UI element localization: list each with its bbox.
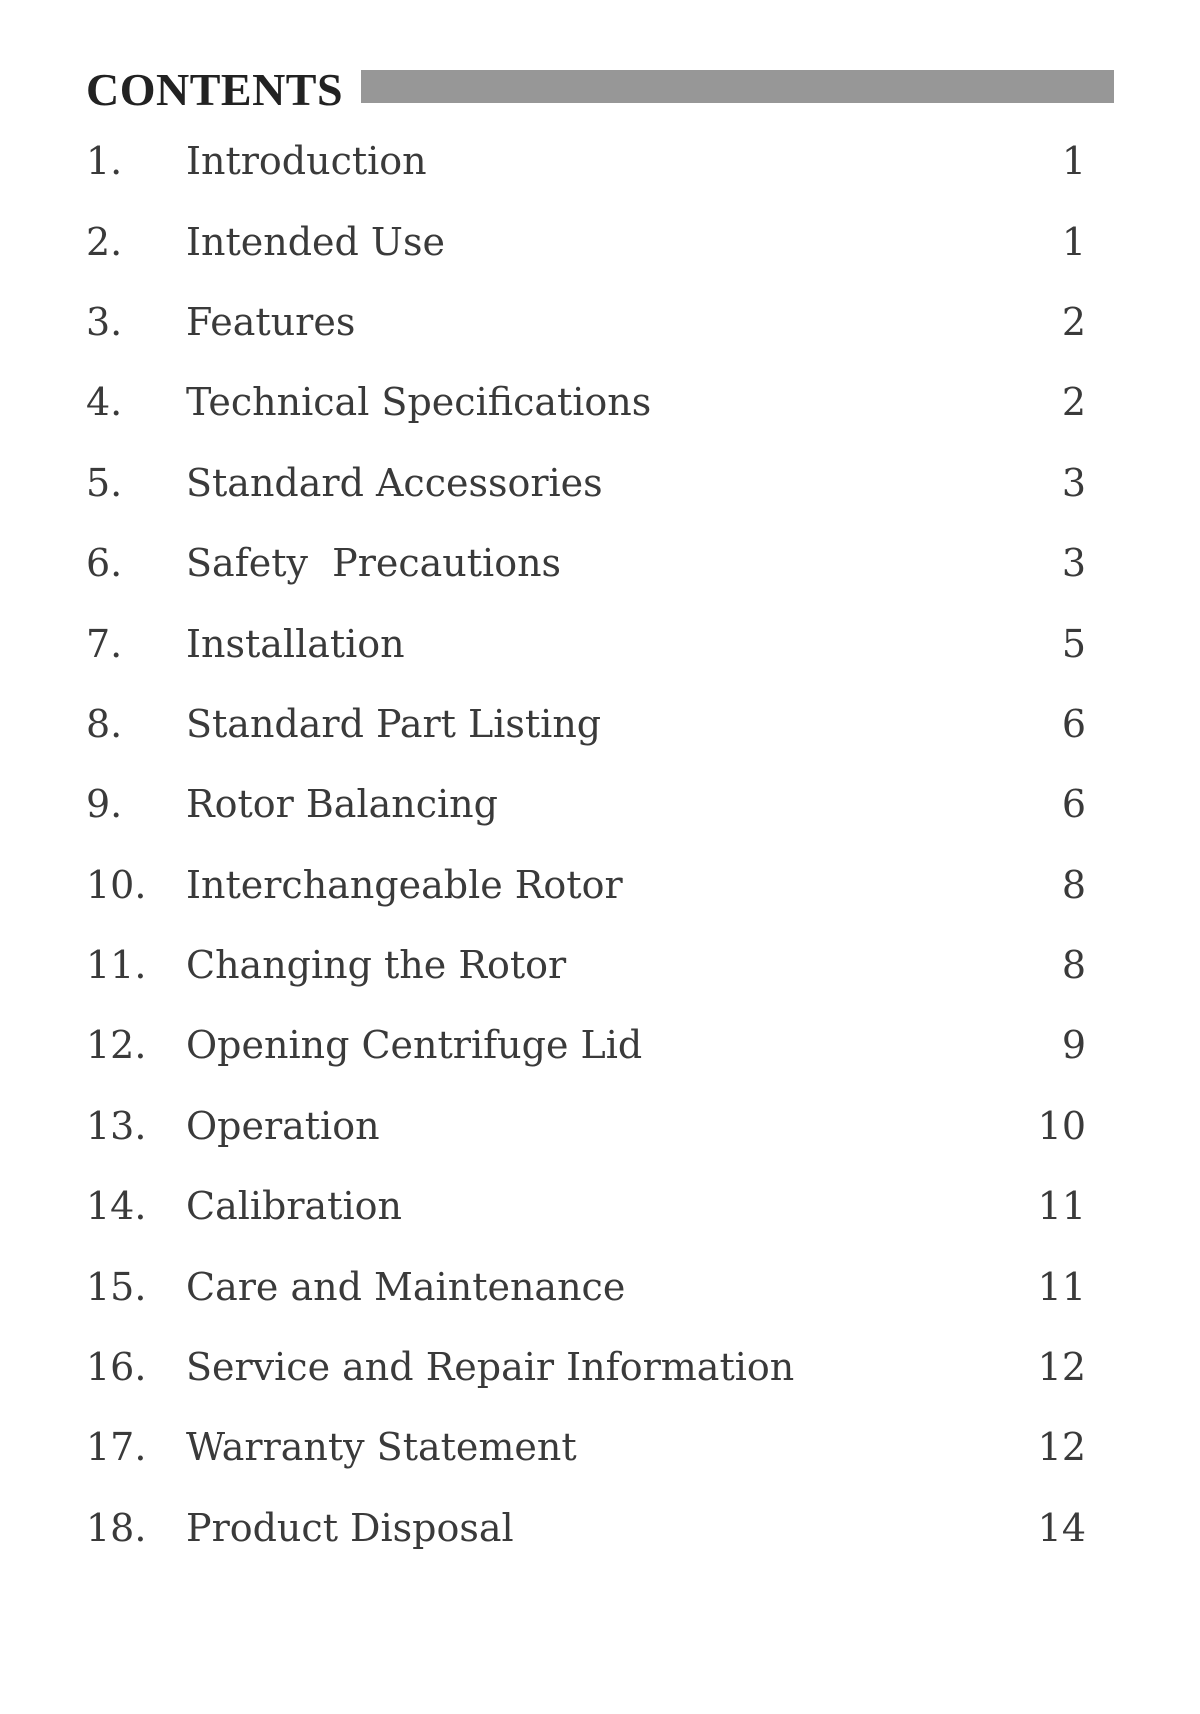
toc-row[interactable] bbox=[86, 1246, 1086, 1326]
toc-row[interactable] bbox=[86, 362, 1086, 442]
toc-entry-page: 1 bbox=[1061, 139, 1086, 184]
toc-entry-title: Technical Specifications bbox=[186, 380, 652, 425]
toc-row[interactable] bbox=[86, 845, 1086, 925]
toc-entry-title: Installation bbox=[186, 621, 405, 666]
toc-entry-title: Warranty Statement bbox=[186, 1425, 577, 1470]
toc-row[interactable] bbox=[86, 1327, 1086, 1407]
toc-entry-page: 11 bbox=[1037, 1264, 1086, 1309]
toc-row[interactable] bbox=[86, 1488, 1086, 1568]
toc-entry-page: 6 bbox=[1061, 701, 1086, 746]
toc-row[interactable] bbox=[86, 764, 1086, 844]
toc-entry-number: 1. bbox=[86, 139, 123, 184]
toc-entry-title: Calibration bbox=[186, 1184, 402, 1229]
toc-entry-number: 11. bbox=[86, 943, 147, 988]
toc-entry-page: 12 bbox=[1037, 1345, 1086, 1390]
toc-entry-number: 14. bbox=[86, 1184, 147, 1229]
toc-entry-number: 13. bbox=[86, 1103, 147, 1148]
toc-row[interactable] bbox=[86, 1005, 1086, 1085]
toc-row[interactable] bbox=[86, 121, 1086, 201]
toc-entry-title: Rotor Balancing bbox=[186, 782, 498, 827]
toc-entry-page: 1 bbox=[1061, 219, 1086, 264]
table-of-contents bbox=[86, 121, 1086, 1568]
toc-entry-number: 3. bbox=[86, 299, 123, 344]
toc-row[interactable] bbox=[86, 684, 1086, 764]
toc-entry-number: 17. bbox=[86, 1425, 147, 1470]
toc-entry-page: 6 bbox=[1061, 782, 1086, 827]
toc-row[interactable] bbox=[86, 603, 1086, 683]
toc-entry-page: 8 bbox=[1061, 943, 1086, 988]
toc-entry-number: 12. bbox=[86, 1023, 147, 1068]
toc-entry-page: 2 bbox=[1061, 299, 1086, 344]
toc-entry-title: Care and Maintenance bbox=[186, 1264, 626, 1309]
header-rule-bar bbox=[361, 70, 1114, 103]
toc-entry-number: 4. bbox=[86, 380, 123, 425]
toc-entry-title: Standard Accessories bbox=[186, 460, 603, 505]
toc-entry-number: 16. bbox=[86, 1345, 147, 1390]
toc-entry-page: 9 bbox=[1061, 1023, 1086, 1068]
toc-row[interactable] bbox=[86, 925, 1086, 1005]
toc-entry-number: 18. bbox=[86, 1505, 147, 1550]
toc-row[interactable] bbox=[86, 1086, 1086, 1166]
contents-header bbox=[86, 62, 1114, 118]
toc-entry-number: 15. bbox=[86, 1264, 147, 1309]
toc-entry-number: 7. bbox=[86, 621, 123, 666]
toc-entry-page: 14 bbox=[1037, 1505, 1086, 1550]
toc-entry-number: 10. bbox=[86, 862, 147, 907]
toc-entry-number: 5. bbox=[86, 460, 123, 505]
toc-entry-page: 3 bbox=[1061, 460, 1086, 505]
toc-entry-title: Opening Centrifuge Lid bbox=[186, 1023, 643, 1068]
toc-entry-page: 2 bbox=[1061, 380, 1086, 425]
toc-entry-page: 11 bbox=[1037, 1184, 1086, 1229]
toc-entry-title: Service and Repair Information bbox=[186, 1345, 795, 1390]
toc-entry-title: Intended Use bbox=[186, 219, 445, 264]
toc-entry-title: Standard Part Listing bbox=[186, 701, 602, 746]
toc-row[interactable] bbox=[86, 523, 1086, 603]
toc-entry-title: Operation bbox=[186, 1103, 380, 1148]
toc-entry-page: 3 bbox=[1061, 541, 1086, 586]
toc-entry-title: Product Disposal bbox=[186, 1505, 514, 1550]
toc-entry-page: 5 bbox=[1061, 621, 1086, 666]
toc-entry-title: Introduction bbox=[186, 139, 427, 184]
toc-row[interactable] bbox=[86, 282, 1086, 362]
toc-row[interactable] bbox=[86, 1166, 1086, 1246]
toc-row[interactable] bbox=[86, 443, 1086, 523]
toc-row[interactable] bbox=[86, 1407, 1086, 1487]
toc-entry-title: Interchangeable Rotor bbox=[186, 862, 623, 907]
toc-entry-number: 6. bbox=[86, 541, 123, 586]
toc-entry-number: 2. bbox=[86, 219, 123, 264]
toc-entry-page: 10 bbox=[1037, 1103, 1086, 1148]
toc-entry-page: 8 bbox=[1061, 862, 1086, 907]
contents-title: CONTENTS bbox=[86, 64, 344, 115]
toc-entry-number: 9. bbox=[86, 782, 123, 827]
toc-entry-title: Features bbox=[186, 299, 356, 344]
toc-entry-page: 12 bbox=[1037, 1425, 1086, 1470]
toc-entry-number: 8. bbox=[86, 701, 123, 746]
toc-entry-title: Safety Precautions bbox=[186, 541, 562, 586]
toc-entry-title: Changing the Rotor bbox=[186, 943, 567, 988]
toc-row[interactable] bbox=[86, 201, 1086, 281]
